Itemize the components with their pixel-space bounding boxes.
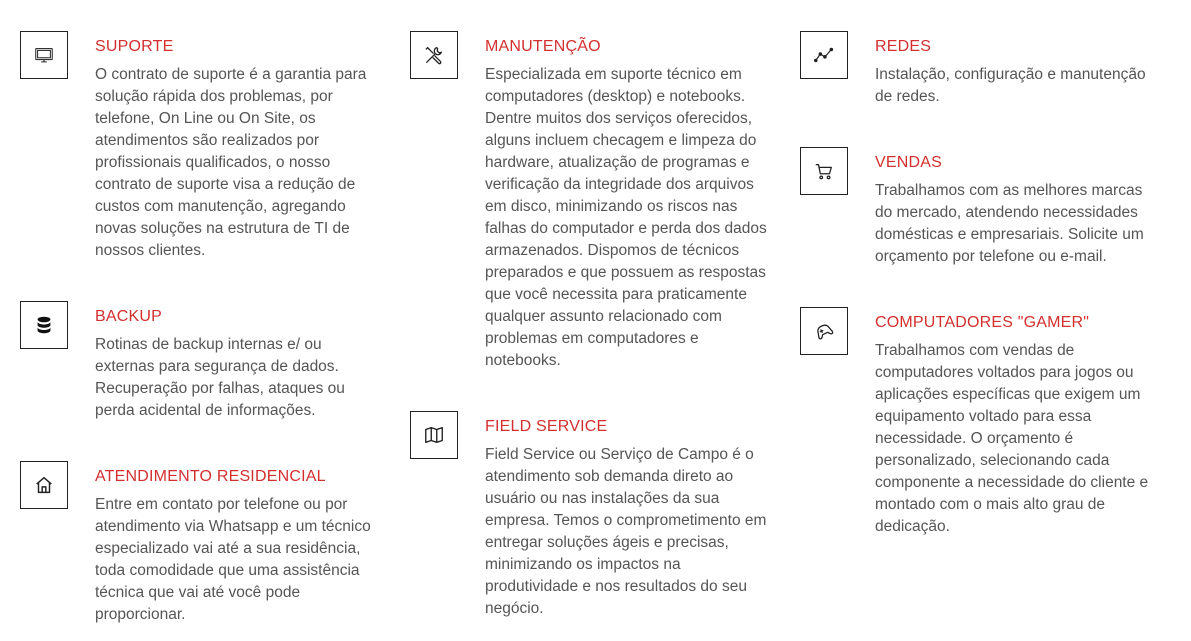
database-icon	[20, 301, 68, 349]
service-title: REDES	[875, 38, 932, 55]
service-description: Rotinas de backup internas e/ ou externas para segurança de dados. Recuperação por falhas, ataques ou perda acidental de informações.	[95, 336, 345, 419]
service-title: ATENDIMENTO RESIDENCIAL	[95, 468, 326, 485]
shopping-cart-icon	[800, 147, 848, 195]
map-icon	[410, 411, 458, 459]
service-description: Trabalhamos com vendas de computadores voltados para jogos ou aplicações específicas que exigem um equipamento voltado para essa necessidade. O orçamento é personalizado, selecionando cada componente a necessidade do cliente e montado com o mais alto grau de dedicação.	[875, 342, 1149, 535]
service-title: FIELD SERVICE	[485, 418, 608, 435]
service-title: BACKUP	[95, 308, 162, 325]
service-description: O contrato de suporte é a garantia para solução rápida dos problemas, por telefone, On Line ou On Site, os atendimentos são realizados por profissionais qualificados, o nosso contrato de suporte visa a redução de custos com manutenção, agregando novas soluções na estrutura de TI de nossos clientes.	[95, 66, 367, 259]
network-graph-icon	[800, 31, 848, 79]
service-title: COMPUTADORES "GAMER"	[875, 314, 1090, 331]
service-title: VENDAS	[875, 154, 942, 171]
tools-icon	[410, 31, 458, 79]
gamepad-icon	[800, 307, 848, 355]
service-description: Trabalhamos com as melhores marcas do mercado, atendendo necessidades domésticas e empresariais. Solicite um orçamento por telefone ou e-mail.	[875, 182, 1144, 265]
home-icon	[20, 461, 68, 509]
service-description: Field Service ou Serviço de Campo é o atendimento sob demanda direto ao usuário ou nas instalações da sua empresa. Temos o comprometimento em entregar soluções ágeis e precisas, minimizando os impactos na produtividade e nos resultados do seu negócio.	[485, 446, 767, 617]
service-description: Entre em contato por telefone ou por atendimento via Whatsapp e um técnico especializado vai até a sua residência, toda comodidade que uma assistência técnica que vai até você pode proporcionar.	[95, 496, 371, 623]
service-description: Instalação, configuração e manutenção de redes.	[875, 66, 1146, 105]
service-title: MANUTENÇÃO	[485, 38, 601, 55]
monitor-icon	[20, 31, 68, 79]
service-title: SUPORTE	[95, 38, 174, 55]
service-description: Especializada em suporte técnico em computadores (desktop) e notebooks. Dentre muitos dos serviços oferecidos, alguns incluem checagem e limpeza do hardware, atualização de programas e verificação da integridade dos arquivos em disco, minimizando os riscos nas falhas do computador e perda dos dados armazenados. Dispomos de técnicos preparados e que possuem as respostas que você necessita para praticamente qualquer assunto relacionado com problemas em computadores e notebooks.	[485, 66, 767, 369]
